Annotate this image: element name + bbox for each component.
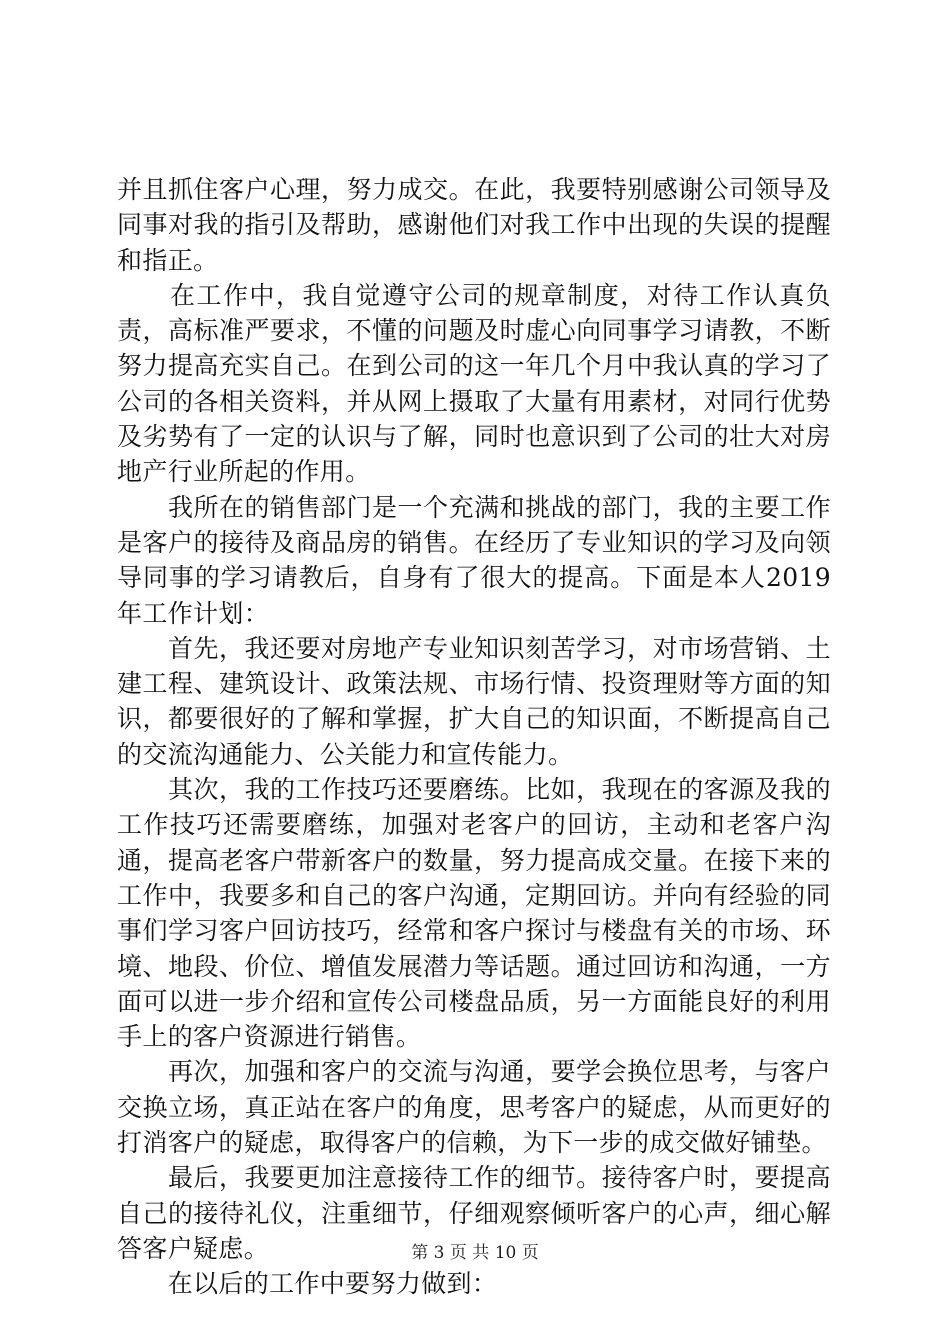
paragraph-2: 在工作中，我自觉遵守公司的规章制度，对待工作认真负责，高标准严要求，不懂的问题及时虚心向同事学习请教，不断努力提高充实自己。在到公司的这一年几个月中我认真的学习了公司的各相关资料，并从网上摄取了大量有用素材，对同行优势及劣势有了一定的认识与了解，同时也意识到了公司的壮大对房地产行业所起的作用。 [117, 280, 831, 487]
paragraph-6: 再次，加强和客户的交流与沟通，要学会换位思考，与客户交换立场，真正站在客户的角度，思考客户的疑虑，从而更好的打消客户的疑虑，取得客户的信赖，为下一步的成交做好铺垫。 [117, 1057, 831, 1158]
document-body [117, 172, 831, 1302]
paragraph-3: 我所在的销售部门是一个充满和挑战的部门，我的主要工作是客户的接待及商品房的销售。在经历了专业知识的学习及向领导同事的学习请教后，自身有了很大的提高。下面是本人2019年工作计划： [117, 492, 831, 628]
paragraph-7: 最后，我要更加注意接待工作的细节。接待客户时，要提高自己的接待礼仪，注重细节，仔细观察倾听客户的心声，细心解答客户疑虑。 [117, 1163, 831, 1263]
paragraph-5: 其次，我的工作技巧还要磨练。比如，我现在的客源及我的工作技巧还需要磨练，加强对老客户的回访，主动和老客户沟通，提高老客户带新客户的数量，努力提高成交量。在接下来的工作中，我要多和自己的客户沟通，定期回访。并向有经验的同事们学习客户回访技巧，经常和客户探讨与楼盘有关的市场、环境、地段、价位、增值发展潜力等话题。通过回访和沟通，一方面可以进一步介绍和宣传公司楼盘品质，另一方面能良好的利用手上的客户资源进行销售。 [117, 775, 831, 1052]
paragraph-8: 在以后的工作中要努力做到： [117, 1269, 498, 1299]
paragraph-1: 并且抓住客户心理，努力成交。在此，我要特别感谢公司领导及同事对我的指引及帮助，感谢他们对我工作中出现的失误的提醒和指正。 [117, 175, 831, 275]
paragraph-4: 首先，我还要对房地产专业知识刻苦学习，对市场营销、土建工程、建筑设计、政策法规、市场行情、投资理财等方面的知识，都要很好的了解和掌握，扩大自己的知识面，不断提高自己的交流沟通能力、公关能力和宣传能力。 [117, 633, 831, 769]
page-footer: 第 3 页 共 10 页 [411, 1243, 539, 1263]
